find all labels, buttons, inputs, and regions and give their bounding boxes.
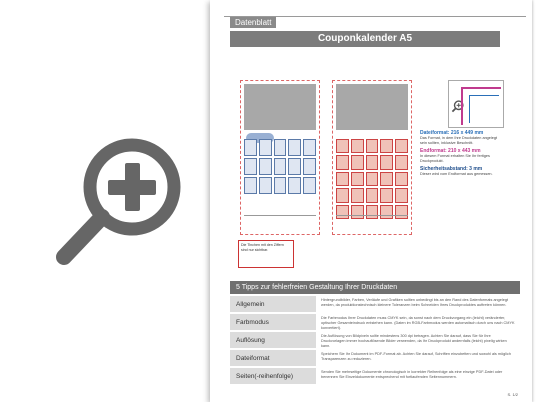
note-box: Die Tinchen mit den Ziffern sind nur sichtbar. (238, 240, 294, 268)
safety-text: Dieser wird vom Endformat aus gemessen. (420, 172, 493, 176)
magnifier-plus-icon[interactable] (50, 125, 195, 270)
tip-label: Farbmodus (230, 314, 316, 330)
tip-text: Die Auflösung von Bildpixeln sollte mindestens 300 dpi betragen. Achten Sie darauf, dass Sie für Ihre Druckvorlagen immer hochauflösende Bilder verwenden, da Ihr Druckprodukt andernfalls (leicht) pixelig wirken kann. (321, 334, 507, 348)
page-number: S. 1/2 (507, 392, 518, 397)
tip-text: Hintergrundbilder, Farben, Verläufe und Grafiken sollten unbedingt bis an den Rand des Datenformats angelegt werden, da produktionstechnisch kleinere Toleranzen beim Schneiden Ihres Druckproduktes auftreten können. (321, 298, 509, 307)
tip-row (230, 368, 520, 384)
safety-heading: Sicherheitsabstand: 3 mm (420, 166, 483, 172)
tip-row (230, 296, 520, 312)
panel-footer-line (244, 215, 316, 216)
tip-row (230, 350, 520, 366)
data-format-heading: Dateiformat: 216 x 449 mm (420, 130, 484, 136)
tip-text: Die Farbmodus Ihrer Druckdaten muss CMYK sein, da sonst nach dem Druckvorgang ein (leicht) veränderter, optischer Gesamteindruck entstehen kann. (Daten im RGB-Farbmodus werden automatisch durch uns nach CMYK konvertiert). (321, 316, 515, 330)
calendar-header-area (336, 84, 408, 130)
doc-title: Couponkalender A5 (230, 31, 500, 47)
coupon-grid-front (244, 139, 316, 194)
tip-label: Seiten(-reihenfolge) (230, 368, 316, 384)
data-format-text: Das Format, in dem Ihre Druckdaten angelegt sein sollten, inklusive Beschnitt. (420, 136, 498, 145)
coupon-grid-back (336, 139, 408, 219)
end-format-text: In diesem Format erhalten Sie Ihr fertiges Druckprodukt. (420, 154, 490, 163)
tip-row (230, 314, 520, 330)
tip-text: Senden Sie mehrseitige Dokumente chronologisch in korrekter Reihenfolge als eine einzige PDF-Datei oder benennen Sie Einzeldokumente entsprechend mit fortlaufenden Seitennummern. (321, 370, 503, 379)
panel-footer-line (336, 215, 408, 216)
doc-tag: Datenblatt (230, 17, 276, 28)
format-info (420, 128, 500, 177)
end-format-heading: Endformat: 210 x 443 mm (420, 148, 481, 154)
calendar-back-panel (332, 80, 412, 235)
tip-label: Dateiformat (230, 350, 316, 366)
calendar-header-area (244, 84, 316, 130)
tip-text: Speichern Sie Ihr Dokument im PDF-Format ab. Achten Sie darauf, Schriften einzubetten und sowohl als möglich Transparenzen zu reduzieren. (321, 352, 511, 361)
tips-table (230, 296, 520, 386)
calendar-front-panel (240, 80, 320, 235)
safety-margin-guide (469, 95, 499, 123)
tips-heading: 5 Tipps zur fehlerfreien Gestaltung Ihrer Druckdaten (230, 281, 520, 294)
tip-row (230, 332, 520, 348)
corner-detail (448, 80, 504, 128)
tip-label: Allgemein (230, 296, 316, 312)
datasheet-page (210, 0, 532, 402)
tip-label: Auflösung (230, 332, 316, 348)
